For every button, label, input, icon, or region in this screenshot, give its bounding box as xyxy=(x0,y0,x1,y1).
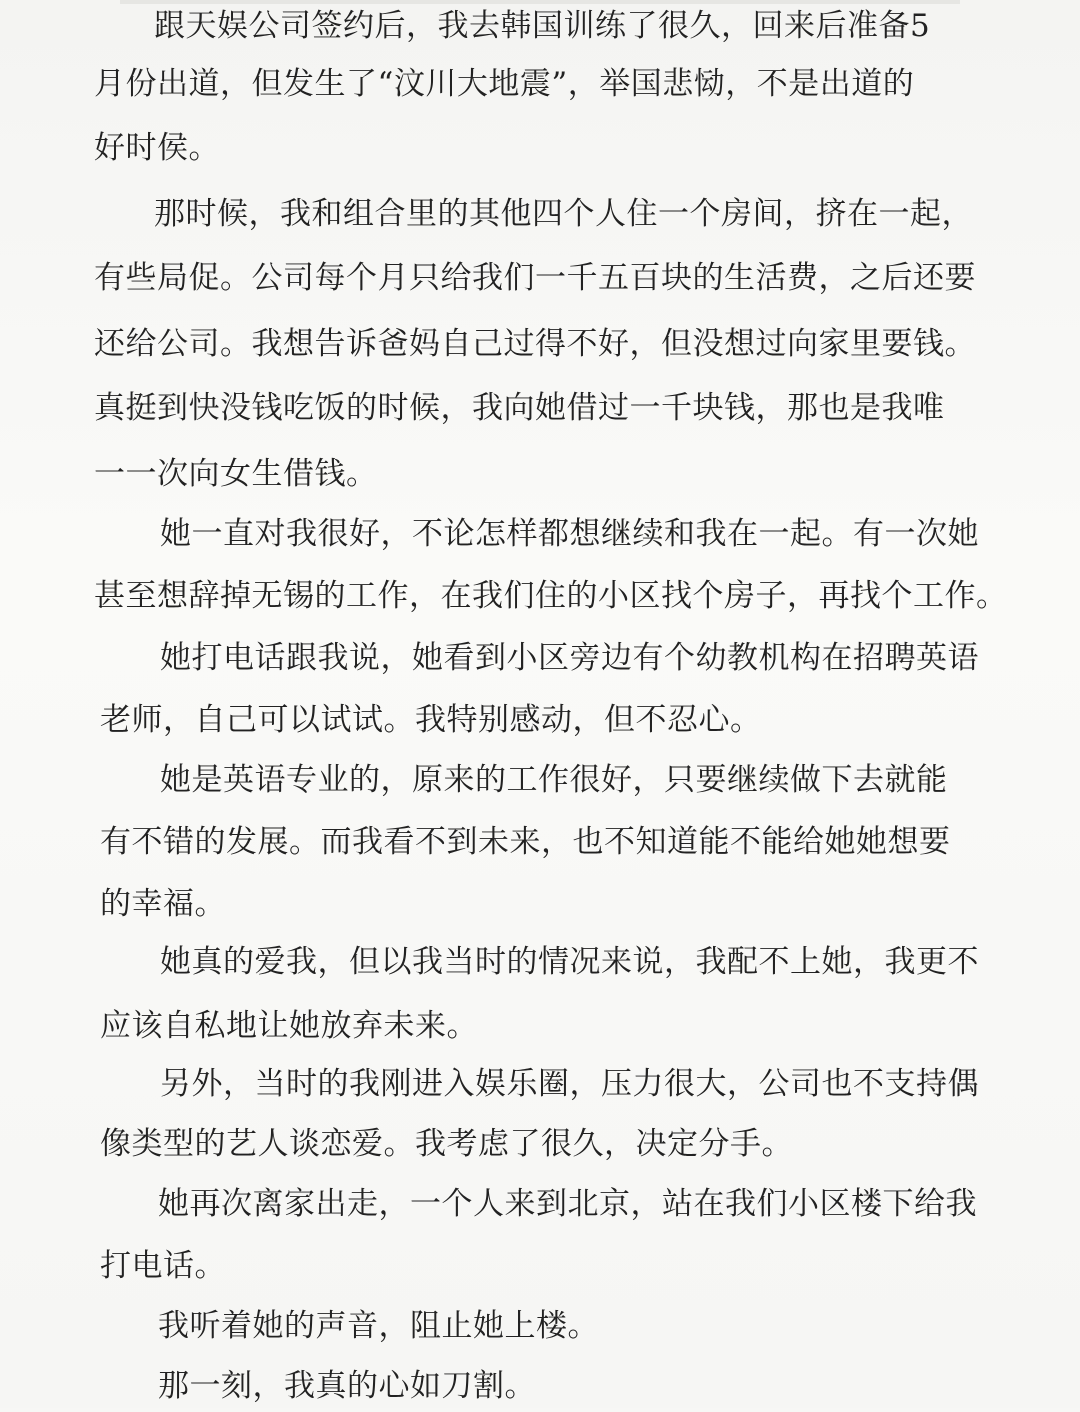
text-line: 那时候，我和组合里的其他四个人住一个房间，挤在一起， xyxy=(154,196,973,232)
text-line: 那一刻，我真的心如刀割。 xyxy=(158,1368,536,1404)
text-line: 有不错的发展。而我看不到未来，也不知道能不能给她她想要 xyxy=(100,824,951,860)
text-line: 应该自私地让她放弃未来。 xyxy=(100,1008,478,1044)
text-line: 老师，自己可以试试。我特别感动，但不忍心。 xyxy=(100,702,762,738)
text-line: 甚至想辞掉无锡的工作，在我们住的小区找个房子，再找个工作。 xyxy=(94,578,1008,614)
text-line: 真挺到快没钱吃饭的时候，我向她借过一千块钱，那也是我唯 xyxy=(94,390,945,426)
text-line: 她一直对我很好，不论怎样都想继续和我在一起。有一次她 xyxy=(160,516,979,552)
text-line: 还给公司。我想告诉爸妈自己过得不好，但没想过向家里要钱。 xyxy=(94,326,976,362)
text-line: 一一次向女生借钱。 xyxy=(94,456,378,492)
text-line: 有些局促。公司每个月只给我们一千五百块的生活费，之后还要 xyxy=(94,260,976,296)
text-line: 好时侯。 xyxy=(94,130,220,166)
text-line: 她是英语专业的，原来的工作很好，只要继续做下去就能 xyxy=(160,762,948,798)
text-line: 她再次离家出走，一个人来到北京，站在我们小区楼下给我 xyxy=(158,1186,977,1222)
text-line: 跟天娱公司签约后，我去韩国训练了很久，回来后准备5 xyxy=(154,8,931,44)
text-line: 像类型的艺人谈恋爱。我考虑了很久，决定分手。 xyxy=(100,1126,793,1162)
text-line: 月份出道，但发生了“汶川大地震”，举国悲恸，不是出道的 xyxy=(94,66,915,102)
text-line: 的幸福。 xyxy=(100,886,226,922)
text-line: 我听着她的声音，阻止她上楼。 xyxy=(158,1308,599,1344)
text-line: 打电话。 xyxy=(100,1248,226,1284)
text-line: 她真的爱我，但以我当时的情况来说，我配不上她，我更不 xyxy=(160,944,979,980)
text-line: 她打电话跟我说，她看到小区旁边有个幼教机构在招聘英语 xyxy=(160,640,979,676)
text-line: 另外，当时的我刚进入娱乐圈，压力很大，公司也不支持偶 xyxy=(160,1066,979,1102)
